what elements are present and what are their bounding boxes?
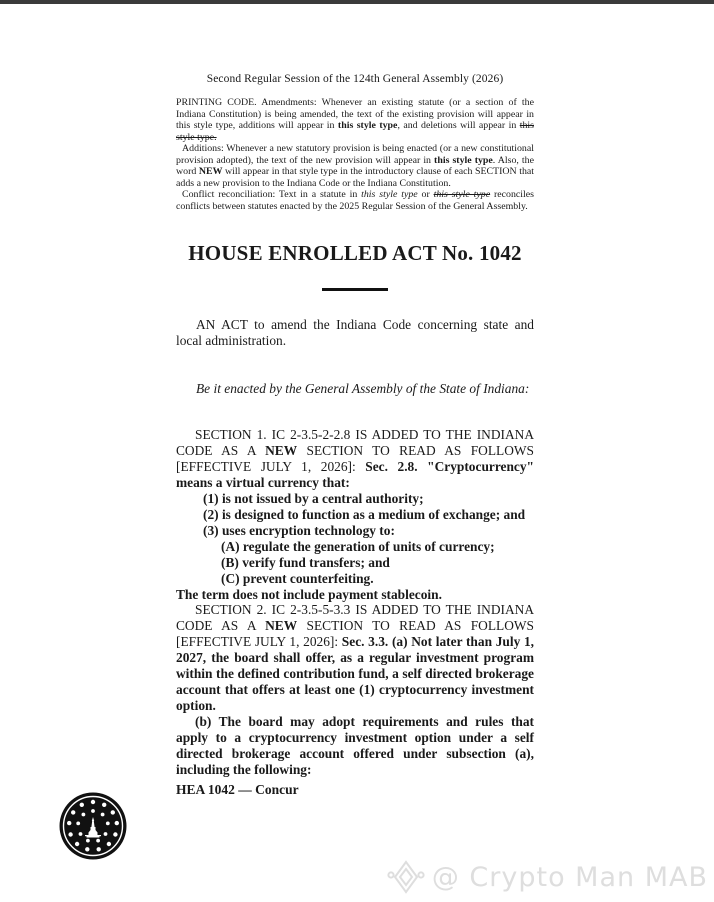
paragraph: Conflict reconciliation: Text in a statute in this style type or this style type reconciles conflicts between statutes enacted by the 2025 Regular Session of the General Assembly. — [176, 189, 535, 212]
paragraph: (B) verify fund transfers; and — [221, 554, 390, 570]
watermark-text: @ Crypto Man MAB — [431, 861, 708, 893]
paragraph: (C) prevent counterfeiting. — [221, 570, 374, 586]
enacting-clause: Be it enacted by the General Assembly of the State of Indiana: — [196, 381, 530, 396]
act-body — [176, 427, 534, 778]
act-title: HOUSE ENROLLED ACT No. 1042 — [188, 241, 522, 265]
printing-code-block — [176, 97, 534, 212]
paragraph: Additions: Whenever a new statutory provision is being enacted (or a new constitutional provision adopted), the text of the new provision will appear in this style type. Also, the word NEW will appear in that style type in the introductory clause of each SECTION that adds a new provision to the Indiana Code or the Indiana Constitution. — [176, 143, 535, 189]
paragraph: (2) is designed to function as a medium of exchange; and — [203, 506, 526, 522]
paragraph: (b) The board may adopt requirements and rules that apply to a cryptocurrency investment option under a self directed brokerage account offered under subsection (a), including the following: — [176, 714, 534, 778]
paragraph: SECTION 1. IC 2-3.5-2-2.8 IS ADDED TO THE INDIANA CODE AS A NEW SECTION TO READ AS FOLLOWS [EFFECTIVE JULY 1, 2026]: Sec. 2.8. "Cryptocurrency" means a virtual currency that: — [176, 427, 534, 490]
paragraph: SECTION 2. IC 2-3.5-5-3.3 IS ADDED TO THE INDIANA CODE AS A NEW SECTION TO READ AS FOLLOWS [EFFECTIVE JULY 1, 2026]: Sec. 3.3. (a) Not later than July 1, 2027, the board shall offer, as a regular investment program within the defined contribution fund, a self directed brokerage account that offers at least one (1) cryptocurrency investment option. — [176, 602, 535, 714]
session-line: Second Regular Session of the 124th General Assembly (2026) — [206, 73, 504, 85]
indiana-state-seal-icon — [58, 791, 128, 861]
footer-act-label: HEA 1042 — Concur — [176, 782, 299, 797]
diamond-logo-icon — [386, 857, 426, 897]
title-rule — [322, 288, 388, 291]
act-intro-paragraph: AN ACT to amend the Indiana Code concerning state and local administration. — [176, 317, 534, 348]
paragraph: PRINTING CODE. Amendments: Whenever an existing statute (or a section of the Indiana Constitution) is being amended, the text of the existing provision will appear in this style type, additions will appear in this style type, and deletions will appear in this style type. — [176, 97, 534, 143]
paragraph: (3) uses encryption technology to: — [203, 522, 395, 538]
watermark — [386, 856, 708, 898]
paragraph: The term does not include payment stablecoin. — [176, 586, 442, 602]
paragraph: (1) is not issued by a central authority; — [203, 490, 424, 506]
top-bar — [0, 0, 714, 4]
paragraph: (A) regulate the generation of units of currency; — [221, 538, 495, 554]
